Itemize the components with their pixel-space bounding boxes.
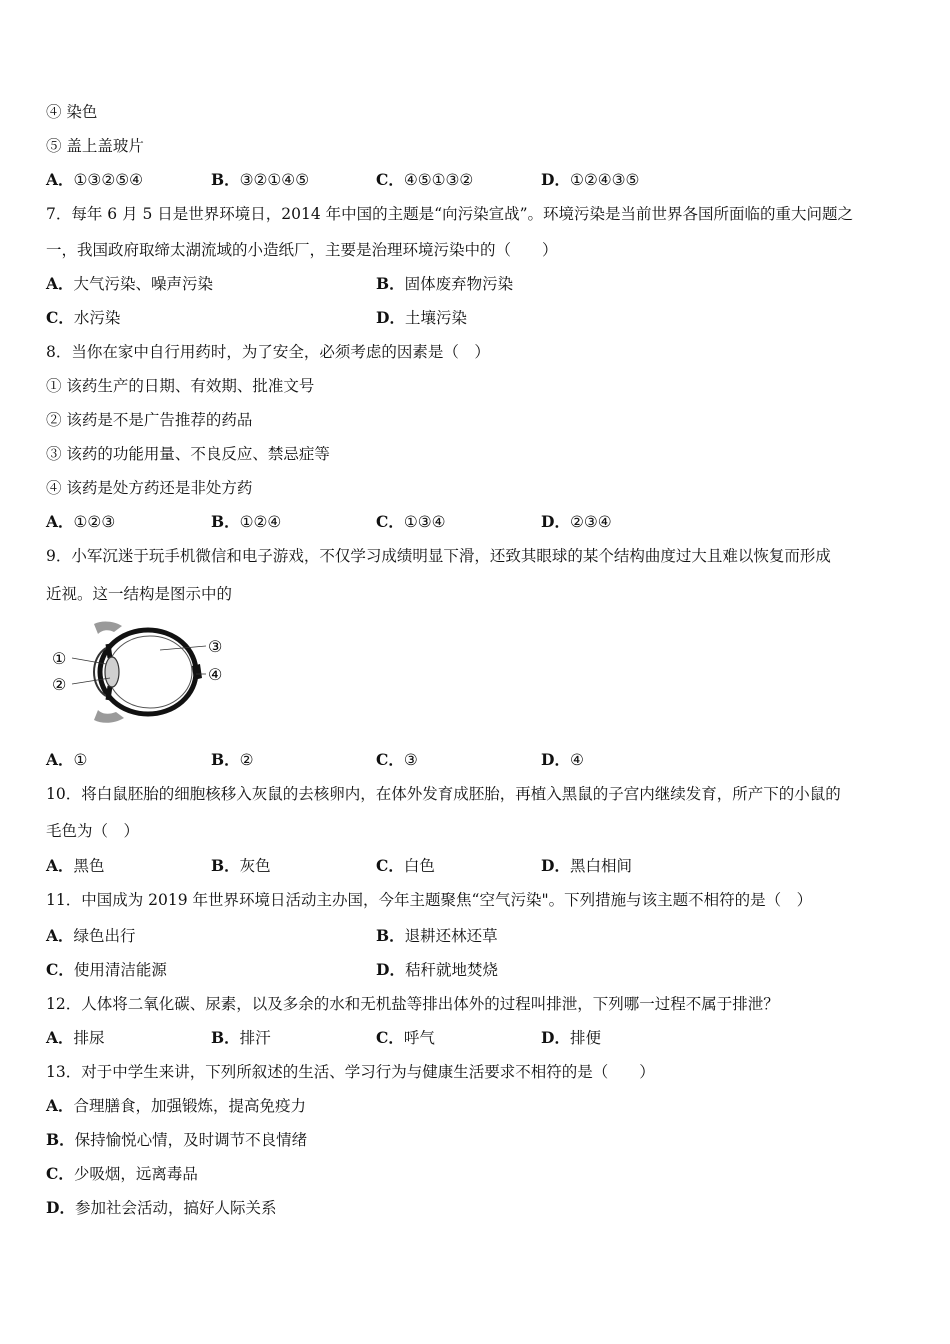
q6-option-c[interactable]: C．④⑤①③② [376, 170, 474, 189]
q10-option-a[interactable]: A．黑色 [46, 856, 105, 875]
q11-stem: 11．中国成为 2019 年世界环境日活动主办国，今年主题聚焦“空气污染"。下列措施与该主题不相符的是（ ） [46, 891, 813, 909]
q13-option-a[interactable]: A．合理膳食，加强锻炼，提高免疫力 [46, 1096, 307, 1115]
q8-option-c[interactable]: C．①③④ [376, 512, 446, 531]
q11-option-c[interactable]: C．使用清洁能源 [46, 960, 167, 979]
q12-option-a[interactable]: A．排尿 [46, 1028, 105, 1047]
q10-option-b[interactable]: B．灰色 [211, 856, 271, 875]
q6-option-d[interactable]: D．①②④③⑤ [541, 170, 640, 189]
q11-option-b[interactable]: B．退耕还林还草 [376, 926, 498, 945]
q9-option-c[interactable]: C．③ [376, 750, 418, 769]
q12-stem: 12．人体将二氧化碳、尿素，以及多余的水和无机盐等排出体外的过程叫排泄，下列哪一过程不属于排泄？ [46, 995, 779, 1013]
q9-option-d[interactable]: D．④ [541, 750, 584, 769]
q10-stem-2: 毛色为（ ） [46, 822, 140, 840]
vitreous-body-shape [108, 636, 192, 708]
q8-option-d[interactable]: D．②③④ [541, 512, 612, 531]
q13-option-c[interactable]: C．少吸烟，远离毒品 [46, 1164, 198, 1183]
q7-option-c[interactable]: C．水污染 [46, 308, 121, 327]
q8-option-a[interactable]: A．①②③ [46, 512, 116, 531]
q8-stem: 8．当你在家中自行用药时，为了安全，必须考虑的因素是（ ） [46, 343, 490, 361]
q6-option-b[interactable]: B．③②①④⑤ [211, 170, 310, 189]
q12-option-d[interactable]: D．排便 [541, 1028, 601, 1047]
q7-option-d[interactable]: D．土壤污染 [376, 308, 467, 327]
q11-option-a[interactable]: A．绿色出行 [46, 926, 136, 945]
q10-option-d[interactable]: D．黑白相间 [541, 856, 632, 875]
eyelid-upper-shape [94, 622, 122, 634]
q8-item-4: ④ 该药是处方药还是非处方药 [46, 479, 253, 497]
diagram-label-2: ② [52, 675, 67, 694]
q7-stem-2: 一，我国政府取缔太湖流域的小造纸厂，主要是治理环境污染中的（ ） [46, 241, 558, 259]
lens-shape [105, 657, 119, 687]
q9-option-a[interactable]: A．① [46, 750, 88, 769]
q10-option-c[interactable]: C．白色 [376, 856, 435, 875]
q8-option-b[interactable]: B．①②④ [211, 512, 282, 531]
q8-item-1: ① 该药生产的日期、有效期、批准文号 [46, 377, 315, 395]
line-step-5: ⑤ 盖上盖玻片 [46, 137, 144, 155]
diagram-label-1: ① [52, 649, 67, 668]
eyelid-lower-shape [94, 710, 124, 723]
q9-option-b[interactable]: B．② [211, 750, 254, 769]
q8-item-2: ② 该药是不是广告推荐的药品 [46, 411, 253, 429]
q11-option-d[interactable]: D．秸秆就地焚烧 [376, 960, 498, 979]
q6-option-a[interactable]: A．①③②⑤④ [46, 170, 144, 189]
q12-option-c[interactable]: C．呼气 [376, 1028, 435, 1047]
eyeball-diagram [50, 618, 235, 726]
q8-item-3: ③ 该药的功能用量、不良反应、禁忌症等 [46, 445, 330, 463]
q9-stem-1: 9．小军沉迷于玩手机微信和电子游戏，不仅学习成绩明显下滑，还致其眼球的某个结构曲度过大且难以恢复而形成 [46, 547, 831, 565]
q13-stem: 13．对于中学生来讲，下列所叙述的生活、学习行为与健康生活要求不相符的是（ ） [46, 1063, 655, 1081]
q13-option-d[interactable]: D．参加社会活动，搞好人际关系 [46, 1198, 277, 1217]
q13-option-b[interactable]: B．保持愉悦心情，及时调节不良情绪 [46, 1130, 308, 1149]
diagram-label-3: ③ [208, 637, 223, 656]
q7-option-b[interactable]: B．固体废弃物污染 [376, 274, 514, 293]
q10-stem-1: 10．将白鼠胚胎的细胞核移入灰鼠的去核卵内，在体外发育成胚胎，再植入黑鼠的子宫内继续发育，所产下的小鼠的 [46, 785, 841, 803]
q9-stem-2: 近视。这一结构是图示中的 [46, 585, 233, 603]
q7-option-a[interactable]: A．大气污染、噪声污染 [46, 274, 214, 293]
q7-stem-1: 7．每年 6 月 5 日是世界环境日，2014 年中国的主题是“向污染宣战”。环境污染是当前世界各国所面临的重大问题之 [46, 205, 854, 223]
diagram-label-4: ④ [208, 665, 223, 684]
line-step-4: ④ 染色 [46, 103, 98, 121]
q12-option-b[interactable]: B．排汗 [211, 1028, 271, 1047]
